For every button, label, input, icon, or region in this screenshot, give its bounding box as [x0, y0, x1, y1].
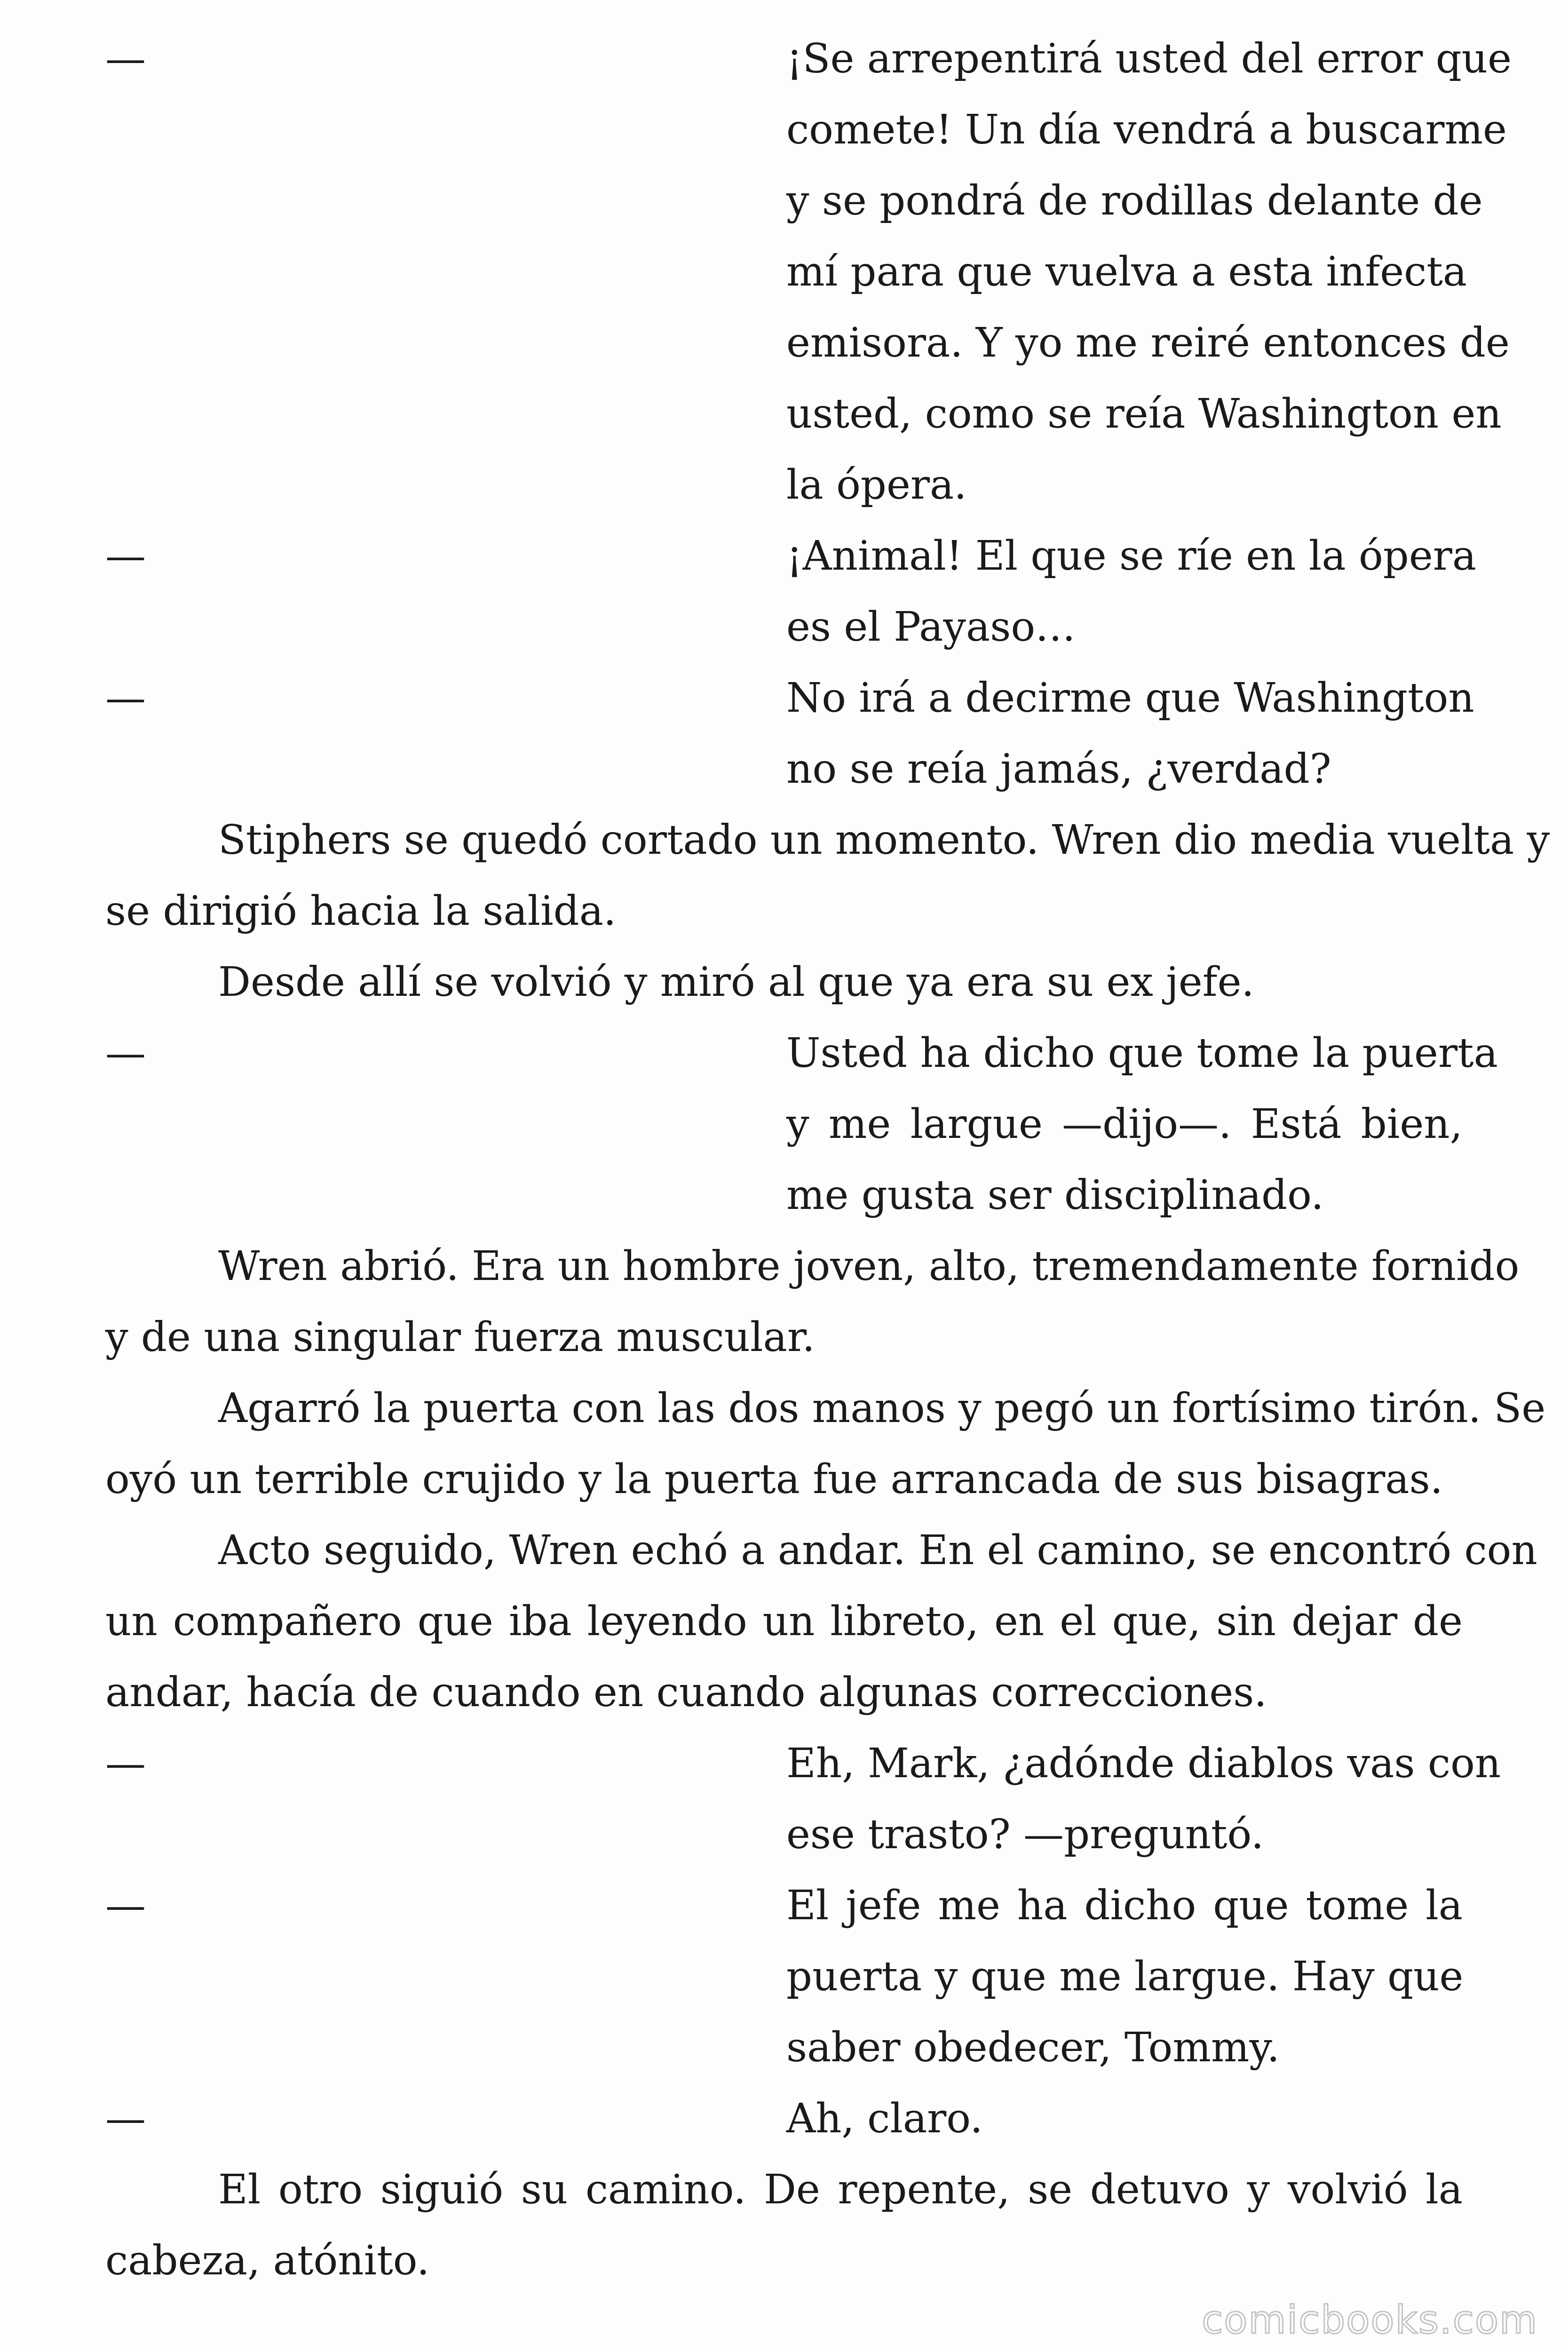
narrative-paragraph	[105, 947, 1463, 1018]
dialogue-text-line: ¡Se arrepentirá usted del error que	[786, 35, 1512, 82]
dialogue-text-line: mí para que vuelva a esta infecta	[786, 248, 1467, 295]
narrative-paragraph	[105, 1373, 1546, 1515]
paragraph-line: y de una singular fuerza muscular.	[105, 1314, 815, 1361]
dialogue-line	[105, 1018, 1498, 1231]
paragraph-line: se dirigió hacia la salida.	[105, 888, 617, 935]
dialogue-dash: —	[105, 2095, 146, 2142]
dialogue-text-line: usted, como se reía Washington en	[786, 390, 1502, 437]
dialogue-line	[105, 1728, 1501, 1870]
dialogue-dash: —	[105, 1030, 146, 1077]
dialogue-line	[105, 24, 1512, 521]
dialogue-text-line: no se reía jamás, ¿verdad?	[786, 746, 1331, 793]
paragraph-line: cabeza, atónito.	[105, 2237, 430, 2284]
narrative-paragraph	[105, 1231, 1520, 1373]
dialogue-dash: —	[105, 675, 146, 722]
dialogue-dash: —	[105, 1740, 146, 1787]
text-content	[105, 24, 1550, 2296]
dialogue-text-line: Eh, Mark, ¿adónde diablos vas con	[786, 1740, 1501, 1787]
dialogue-text-line: No irá a decirme que Washington	[786, 675, 1474, 722]
paragraph-line: Wren abrió. Era un hombre joven, alto, tremendamente fornido	[218, 1243, 1520, 1290]
paragraph-line: Desde allí se volvió y miró al que ya era su ex jefe.	[218, 959, 1254, 1006]
dialogue-text-line: y se pondrá de rodillas delante de	[786, 177, 1483, 224]
dialogue-text-line: saber obedecer, Tommy.	[786, 2024, 1280, 2071]
dialogue-text-line: Usted ha dicho que tome la puerta	[786, 1030, 1498, 1077]
dialogue-text-line: puerta y que me largue. Hay que	[786, 1953, 1464, 2000]
dialogue-dash: —	[105, 35, 146, 82]
narrative-paragraph	[105, 2154, 1463, 2296]
paragraph-line: Agarró la puerta con las dos manos y pegó un fortísimo tirón. Se	[218, 1385, 1546, 1432]
dialogue-line	[105, 663, 1474, 805]
dialogue-text-line: El jefe me ha dicho que tome la	[786, 1882, 1463, 1929]
dialogue-dash: —	[105, 532, 146, 580]
dialogue-text-line: comete! Un día vendrá a buscarme	[786, 106, 1507, 153]
dialogue-dash: —	[105, 1882, 146, 1929]
paragraph-line: Stiphers se quedó cortado un momento. Wren dio media vuelta y	[218, 817, 1550, 864]
narrative-paragraph	[105, 805, 1550, 947]
dialogue-text-line: y me largue —dijo—. Está bien,	[786, 1101, 1463, 1148]
dialogue-line	[105, 1870, 1463, 2083]
dialogue-text-line: la ópera.	[786, 461, 967, 509]
narrative-paragraph	[105, 1515, 1537, 1728]
dialogue-line	[105, 521, 1477, 663]
watermark: comicbooks.com	[1202, 2298, 1538, 2343]
paragraph-line: El otro siguió su camino. De repente, se detuvo y volvió la	[218, 2166, 1463, 2213]
paragraph-line: un compañero que iba leyendo un libreto, en el que, sin dejar de	[105, 1598, 1463, 1645]
dialogue-text-line: es el Payaso…	[786, 604, 1076, 651]
dialogue-text-line: me gusta ser disciplinado.	[786, 1172, 1324, 1219]
dialogue-text-line: Ah, claro.	[786, 2095, 983, 2142]
dialogue-text-line: ese trasto? —preguntó.	[786, 1811, 1264, 1858]
paragraph-line: andar, hacía de cuando en cuando algunas correcciones.	[105, 1669, 1267, 1716]
paragraph-line: oyó un terrible crujido y la puerta fue arrancada de sus bisagras.	[105, 1456, 1443, 1503]
paragraph-line: Acto seguido, Wren echó a andar. En el camino, se encontró con	[218, 1527, 1537, 1574]
dialogue-text-line: ¡Animal! El que se ríe en la ópera	[786, 532, 1477, 580]
dialogue-line	[105, 2083, 1463, 2154]
dialogue-text-line: emisora. Y yo me reiré entonces de	[786, 319, 1510, 366]
